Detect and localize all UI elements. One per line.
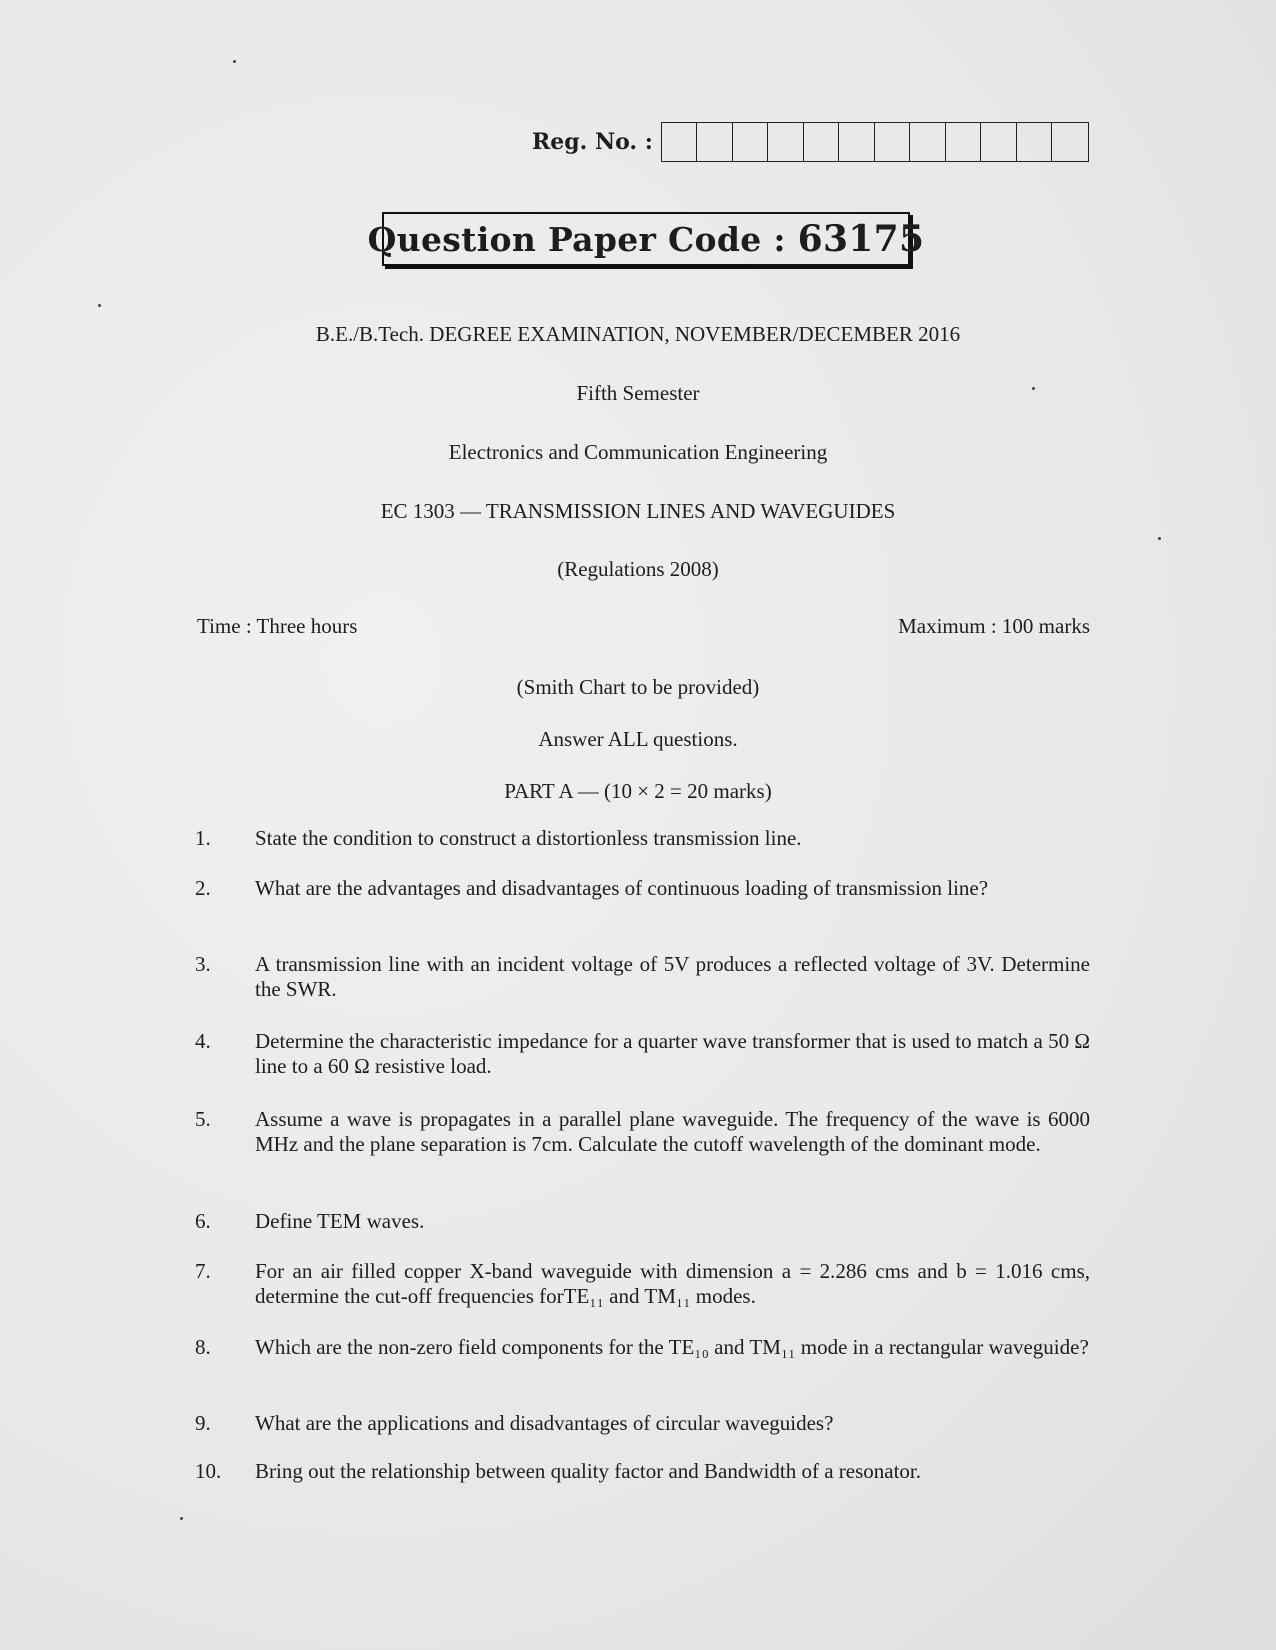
question-number: 4. [195, 1029, 211, 1053]
question-text: Assume a wave is propagates in a parallel plane waveguide. The frequency of the wave is 6000 MHz and the plane separation is 7cm. Calculate the cutoff wavelength of the dominant mode. [255, 1107, 1090, 1156]
reg-no-box [804, 123, 840, 161]
reg-no-label: Reg. No. : [532, 129, 653, 155]
scan-speck [98, 304, 101, 307]
code-number: 63175 [797, 218, 925, 260]
part-a-heading: PART A — (10 × 2 = 20 marks) [504, 779, 772, 803]
question-item [195, 876, 1090, 901]
question-text: What are the advantages and disadvantages of continuous loading of transmission line? [255, 876, 989, 900]
question-item [195, 1209, 1090, 1234]
exam-title: B.E./B.Tech. DEGREE EXAMINATION, NOVEMBER/DECEMBER 2016 [315, 322, 961, 346]
reg-no-box [946, 123, 982, 161]
question-item [195, 1029, 1090, 1079]
reg-no-box [981, 123, 1017, 161]
reg-no-box [1052, 123, 1088, 161]
question-text: State the condition to construct a distortionless transmission line. [255, 826, 802, 850]
reg-no-boxes [661, 122, 1089, 162]
time-allowed: Time : Three hours [197, 614, 358, 638]
maximum-marks: Maximum : 100 marks [898, 614, 1090, 638]
reg-no-box [697, 123, 733, 161]
question-text: Which are the non-zero field components for the TE₁₀ and TM₁₁ mode in a rectangular waveguide? [255, 1335, 1089, 1359]
department: Electronics and Communication Engineering [448, 440, 828, 464]
question-number: 10. [195, 1459, 222, 1483]
question-number: 1. [195, 826, 211, 850]
question-text: For an air filled copper X-band waveguide with dimension a = 2.286 cms and b = 1.016 cms, determine the cut-off frequencies forTE₁₁ and TM₁₁ modes. [255, 1259, 1090, 1308]
question-item [195, 1259, 1090, 1309]
regulations: (Regulations 2008) [557, 557, 719, 581]
scan-speck [1158, 537, 1161, 540]
question-number: 6. [195, 1209, 211, 1233]
reg-no [532, 122, 1089, 162]
question-item [195, 1411, 1090, 1436]
question-text: Define TEM waves. [255, 1209, 425, 1233]
semester: Fifth Semester [576, 381, 700, 405]
reg-no-box [733, 123, 769, 161]
question-text: A transmission line with an incident voltage of 5V produces a reflected voltage of 3V. Determine the SWR. [255, 952, 1090, 1001]
code-label [368, 218, 925, 260]
question-text: Bring out the relationship between quality factor and Bandwidth of a resonator. [255, 1459, 921, 1483]
scan-speck [233, 60, 236, 63]
code-label-text: Question Paper Code : [367, 220, 786, 259]
question-number: 3. [195, 952, 211, 976]
question-number: 7. [195, 1259, 211, 1283]
reg-no-box [1017, 123, 1053, 161]
smith-chart-note: (Smith Chart to be provided) [516, 675, 760, 699]
reg-no-box [662, 123, 698, 161]
question-item [195, 1107, 1090, 1157]
question-item [195, 952, 1090, 1002]
reg-no-box [875, 123, 911, 161]
scan-speck [1032, 387, 1035, 390]
question-number: 2. [195, 876, 211, 900]
subject: EC 1303 — TRANSMISSION LINES AND WAVEGUIDES [380, 499, 896, 523]
answer-all-instruction: Answer ALL questions. [538, 727, 738, 751]
reg-no-box [768, 123, 804, 161]
time-and-marks [197, 614, 1090, 639]
reg-no-box [910, 123, 946, 161]
question-text: What are the applications and disadvantages of circular waveguides? [255, 1411, 834, 1435]
question-item [195, 1459, 1090, 1484]
question-paper-code [367, 212, 925, 266]
question-number: 8. [195, 1335, 211, 1359]
scan-speck [180, 1517, 183, 1520]
question-item [195, 1335, 1090, 1360]
question-text: Determine the characteristic impedance for a quarter wave transformer that is used to match a 50 Ω line to a 60 Ω resistive load. [255, 1029, 1090, 1078]
reg-no-box [839, 123, 875, 161]
question-item [195, 826, 1090, 851]
question-number: 5. [195, 1107, 211, 1131]
question-number: 9. [195, 1411, 211, 1435]
